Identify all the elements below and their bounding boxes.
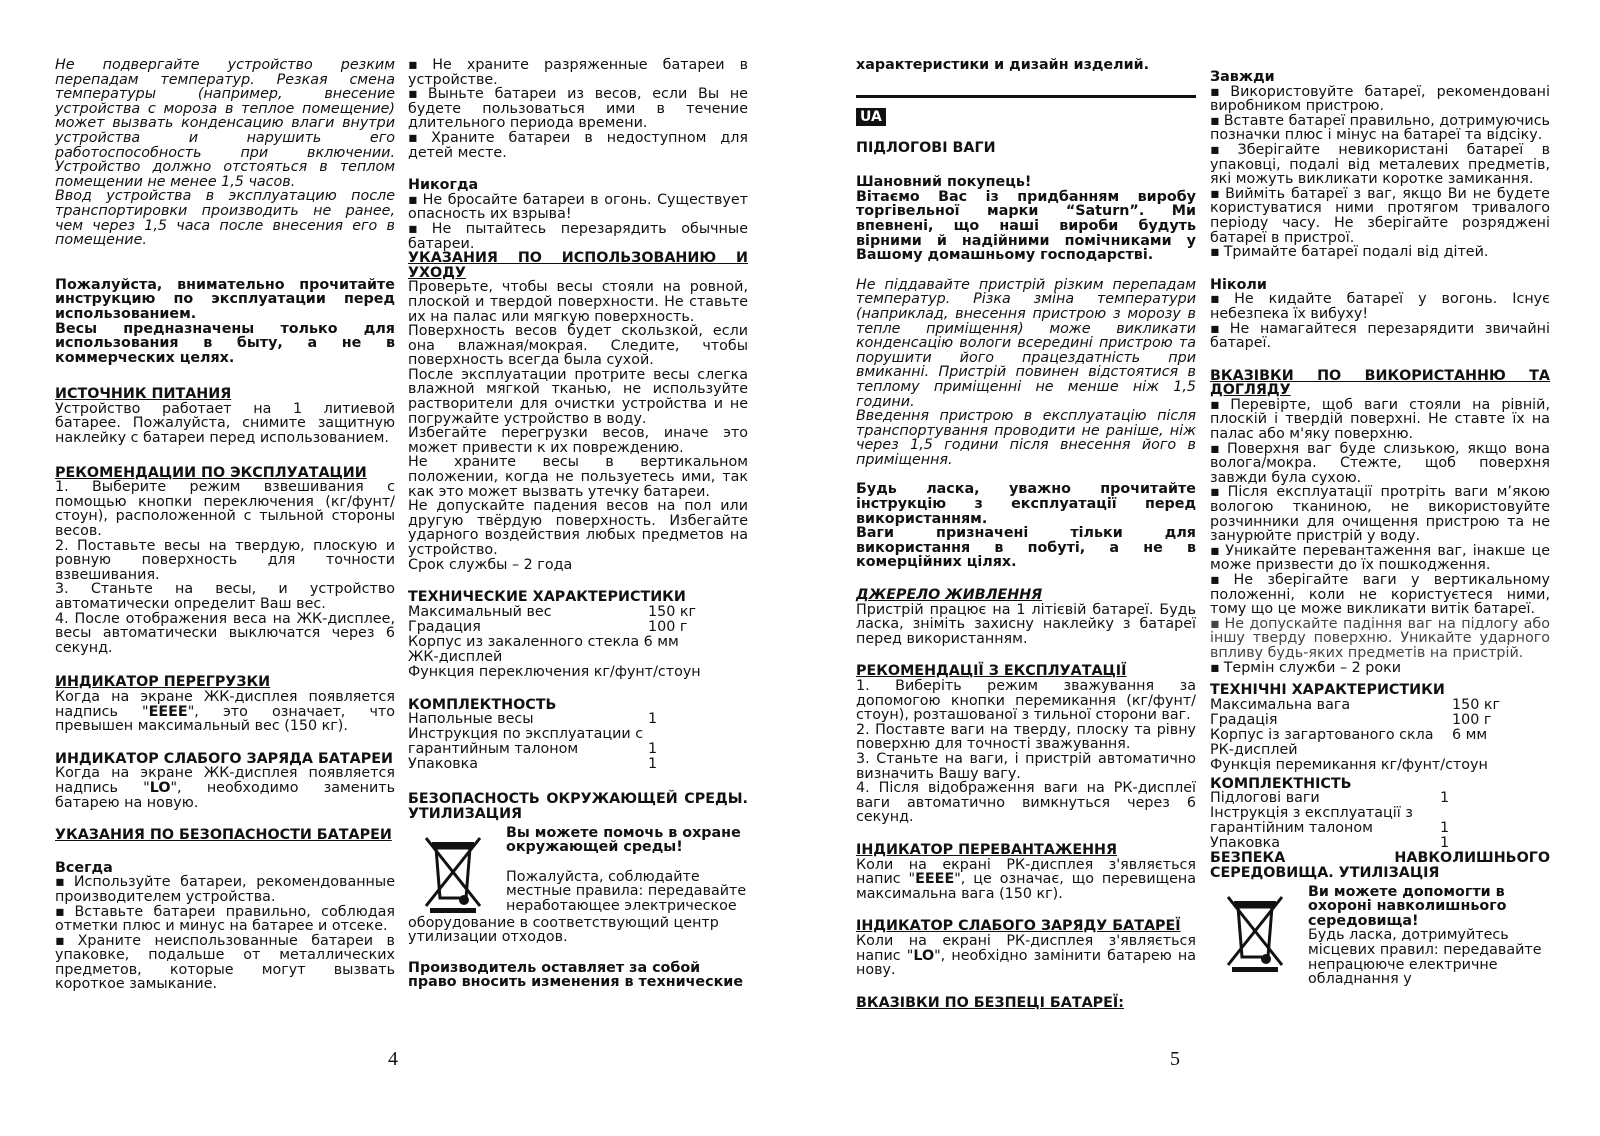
- care-4: Избегайте перегрузки весов, иначе это может привести к их повреждению.: [408, 425, 748, 456]
- rec-step-3: 3. Станьте на весы, и устройство автоматически определит Ваш вес.: [55, 581, 395, 612]
- spec-title: ТЕХНИЧЕСКИЕ ХАРАКТЕРИСТИКИ: [408, 589, 686, 606]
- kit-title: КОМПЛЕКТНІСТЬ: [1210, 775, 1352, 792]
- crossed-out-wheelie-bin-icon: [1210, 885, 1300, 975]
- overload-title: ИНДИКАТОР ПЕРЕГРУЗКИ: [55, 674, 271, 691]
- kit-table: [408, 712, 657, 772]
- care-4: ▪ Уникайте перевантаження ваг, інакше це може призвести до їх пошкодження.: [1210, 544, 1550, 573]
- eco-bold: Ви можете допомогти в охороні навколишнього середовища!: [1308, 883, 1507, 929]
- always-item-1: ▪ Використовуйте батареї, рекомендовані виробником пристрою.: [1210, 85, 1550, 114]
- maker-notice: Производитель оставляет за собой право вносить изменения в технические: [408, 959, 744, 991]
- rec-step-4: 4. Після відображення ваги на РК-дисплеї ваги автоматично вимкнуться через 6 секунд.: [856, 780, 1196, 826]
- always-title: Всегда: [55, 859, 113, 876]
- eco-text-2: оборудование в соответствующий центр утилизации отходов.: [408, 914, 719, 946]
- power-title: ДЖЕРЕЛО ЖИВЛЕННЯ: [856, 587, 1043, 604]
- care-6: Не допускайте падения весов на пол или другую твёрдую поверхность. Избегайте ударного воздействия любых предметов на устройство.: [408, 498, 748, 558]
- kit-row: Підлогові ваги 1: [1210, 790, 1450, 807]
- eco-block: [1210, 885, 1550, 987]
- page-number-left: 4: [388, 1048, 398, 1070]
- care-title: ВКАЗІВКИ ПО ВИКОРИСТАННЮ ТА ДОГЛЯДУ: [1210, 367, 1550, 399]
- column-2-ru: [408, 58, 748, 990]
- always-item-2: ▪ Вставте батареї правильно, дотримуючись позначки плюс і мінус на батареї та відсіку.: [1210, 114, 1550, 143]
- service-life: ▪ Термін служби – 2 роки: [1210, 661, 1550, 676]
- care-1: ▪ Перевірте, щоб ваги стояли на рівній, плоскій і твердій поверхні. Не ставте їх на палас або м'яку поверхню.: [1210, 398, 1550, 442]
- care-1: Проверьте, чтобы весы стояли на ровной, плоской и твердой поверхности. Не ставьте их на палас или мягкую поверхность.: [408, 279, 748, 325]
- spec-row: Максимальный вес 150 кг: [408, 603, 696, 620]
- rec-step-1: 1. Выберите режим взвешивания с помощью кнопки переключения (кг/фунт/стоун), расположенной с тыльной стороны весов.: [55, 479, 395, 540]
- lowbat-title: ІНДИКАТОР СЛАБОГО ЗАРЯДУ БАТАРЕЇ: [856, 918, 1181, 935]
- eco-block: [408, 826, 748, 916]
- never-item-2: ▪ Не пытайтесь перезарядить обычные батареи.: [408, 222, 748, 251]
- spec-row: Градація 100 г: [1210, 711, 1492, 728]
- battery-tip-2: ▪ Выньте батареи из весов, если Вы не будете пользоваться ими в течение длительного периода времени.: [408, 87, 748, 131]
- power-text: Устройство работает на 1 литиевой батарее. Пожалуйста, снимите защитную наклейку с батареи перед использованием.: [55, 400, 395, 447]
- care-3: После эксплуатации протрите весы слегка влажной мягкой тканью, не используйте растворители для очистки устройства и не погружайте устройство в воду.: [408, 366, 748, 427]
- household-notice: Весы предназначены только для использования в быту, а не в коммерческих целях.: [55, 320, 395, 366]
- language-badge: UA: [856, 108, 886, 126]
- always-item-3: ▪ Зберігайте невикористані батареї в упаковці, подалі від металевих предметів, які можуть викликати коротке замикання.: [1210, 143, 1550, 187]
- always-item-3: ▪ Храните неиспользованные батареи в упаковке, подальше от металлических предметов, которые могут вызвать короткое замыкание.: [55, 934, 395, 992]
- lowbat-code: LO: [149, 779, 171, 796]
- always-item-1: ▪ Используйте батареи, рекомендованные производителем устройства.: [55, 875, 395, 904]
- always-item-5: ▪ Тримайте батареї подалі від дітей.: [1210, 245, 1550, 260]
- spec-row: Максимальна вага 150 кг: [1210, 696, 1500, 713]
- read-notice: Будь ласка, уважно прочитайте інструкцію з експлуатації перед використанням.: [856, 481, 1196, 527]
- lowbat-title: ИНДИКАТОР СЛАБОГО ЗАРЯДА БАТАРЕИ: [55, 750, 393, 767]
- kit-row: Інструкція з експлуатації з гарантійним талоном 1: [1210, 805, 1450, 837]
- spec-table: [408, 605, 701, 680]
- spec-row: ЖК-дисплей: [408, 648, 503, 665]
- rec-step-3: 3. Станьте на ваги, і пристрій автоматично визначить Вашу вагу.: [856, 750, 1196, 782]
- eco-bold: Вы можете помочь в охране окружающей среды!: [506, 824, 741, 856]
- battery-tip-3: ▪ Храните батареи в недоступном для детей месте.: [408, 131, 748, 160]
- care-5: ▪ Не зберігайте ваги у вертикальному положенні, коли не користуєтеся ними, тому що це може викликати витік батареї.: [1210, 573, 1550, 617]
- greeting: Шановний покупець!: [856, 174, 1032, 191]
- kit-row: Упаковка 1: [408, 756, 658, 773]
- thanks-text: Вітаємо Вас із придбанням виробу торгівельної марки “Saturn”. Ми впевнені, що наші вироби будуть вірними й надійними помічниками у Вашому домашньому господарстві.: [856, 188, 1196, 264]
- power-text: Пристрій працює на 1 літієвій батареї. Будь ласка, зніміть захисну наклейку з батареї перед використанням.: [856, 601, 1196, 647]
- never-item-2: ▪ Не намагайтеся перезарядити звичайні батареї.: [1210, 322, 1550, 351]
- product-title: ПІДЛОГОВІ ВАГИ: [856, 139, 996, 156]
- lowbat-code: LO: [913, 947, 935, 964]
- care-2: Поверхность весов будет скользкой, если она влажная/мокрая. Следите, чтобы поверхность всегда была сухой.: [408, 323, 748, 369]
- rec-title: РЕКОМЕНДАЦИИ ПО ЭКСПЛУАТАЦИИ: [55, 464, 367, 481]
- care-2: ▪ Поверхня ваг буде слизькою, якщо вона волога/мокра. Стежте, щоб поверхня завжди була сухою.: [1210, 442, 1550, 486]
- rec-step-4: 4. После отображения веса на ЖК-дисплее, весы автоматически выключатся через 6 секунд.: [55, 610, 395, 656]
- maker-notice-cont: характеристики и дизайн изделий.: [856, 57, 1150, 73]
- overload-code: EEEE: [148, 703, 188, 720]
- rec-step-1: 1. Виберіть режим зважування за допомогою кнопки перемикання (кг/фунт/стоун), розташованої з тильної сторони ваг.: [856, 678, 1196, 724]
- spec-row: Корпус із загартованого скла 6 мм: [1210, 726, 1488, 743]
- service-life: Срок службы – 2 года: [408, 556, 573, 573]
- never-title: Ніколи: [1210, 276, 1267, 293]
- intro-warning: Не подвергайте устройство резким перепадам температур. Резкая смена температуры (например, внесение устройства с мороза в теплое помещение) может вызвать конденсацию влаги внутри устройства и нарушить его работоспособность при включении. Устройство должно отстояться в теплом помещении не менее 1,5 часов.: [55, 57, 395, 190]
- safety-title: ВКАЗІВКИ ПО БЕЗПЕЦІ БАТАРЕЇ:: [856, 994, 1124, 1011]
- never-title: Никогда: [408, 177, 479, 194]
- never-item-1: ▪ Не кидайте батареї у вогонь. Існує небезпека їх вибуху!: [1210, 292, 1550, 321]
- spec-row: Корпус из закаленного стекла 6 мм: [408, 633, 679, 650]
- spec-row: Функция переключения кг/фунт/стоун: [408, 663, 701, 680]
- power-title: ИСТОЧНИК ПИТАНИЯ: [55, 386, 232, 403]
- always-title: Завжди: [1210, 69, 1275, 85]
- kit-row: Инструкция по эксплуатации с гарантийным талоном 1: [408, 726, 658, 758]
- spec-row: РК-дисплей: [1210, 741, 1298, 758]
- overload-text: Коли на екрані РК-дисплея з'являється напис "EEEE", це означає, що перевищена максимальна вага (150 кг).: [856, 856, 1197, 902]
- spec-row: Градация 100 г: [408, 618, 688, 635]
- rec-step-2: 2. Поставьте весы на твердую, плоскую и ровную поверхность для точности взвешивания.: [55, 537, 395, 583]
- household-notice: Ваги призначені тільки для використання в побуті, а не в комерційних цілях.: [856, 525, 1196, 571]
- eco-title: БЕЗОПАСНОСТЬ ОКРУЖАЮЩЕЙ СРЕДЫ. УТИЛИЗАЦИЯ: [408, 791, 748, 822]
- rec-title: РЕКОМЕНДАЦІЇ З ЕКСПЛУАТАЦІЇ: [856, 663, 1127, 680]
- lowbat-text: Коли на екрані РК-дисплея з'являється напис "LO", необхідно замінити батарею на нову.: [856, 932, 1197, 979]
- read-notice: Пожалуйста, внимательно прочитайте инструкцию по эксплуатации перед использованием.: [55, 276, 395, 322]
- section-divider: [856, 95, 1196, 98]
- intro-warning: Не піддавайте пристрій різким перепадам температур. Різка зміна температури (наприклад, внесення пристрою з морозу в тепле приміщення) може викликати конденсацію вологи всередині пристрою та порушити його працездатність при вмиканні. Пристрій повинен відстоятися в теплому приміщенні не менше ніж 1,5 години.: [856, 276, 1196, 410]
- always-item-4: ▪ Вийміть батареї з ваг, якщо Ви не будете користуватися ними протягом тривалого періоду часу. Не зберігайте розряджені батареї в пристрої.: [1210, 187, 1550, 245]
- care-3: ▪ Після експлуатації протріть ваги м’якою вологою тканиною, не використовуйте розчинники для очищення пристрою та не занурюйте пристрій у воду.: [1210, 485, 1550, 543]
- spec-table: [1210, 698, 1500, 773]
- eco-text: Пожалуйста, соблюдайте местные правила: передавайте неработающее электрическое: [506, 868, 747, 914]
- overload-text: Когда на экране ЖК-дисплея появляется надпись "EEEE", это означает, что превышен максимальный вес (150 кг).: [55, 688, 395, 735]
- battery-tip-1: ▪ Не храните разряженные батареи в устройстве.: [408, 58, 748, 87]
- care-title: УКАЗАНИЯ ПО ИСПОЛЬЗОВАНИЮ И УХОДУ: [408, 250, 748, 281]
- crossed-out-wheelie-bin-icon: [408, 826, 498, 916]
- column-1-ru: [55, 58, 395, 992]
- intro-warning-2: Ввод устройства в эксплуатацию после транспортировки производить не ранее, чем через 1,5 часа после внесения его в помещение.: [55, 188, 395, 249]
- overload-code: EEEE: [915, 871, 955, 888]
- eco-text: Будь ласка, дотримуйтесь місцевих правил: передавайте непрацююче електричне обладнання у: [1308, 927, 1542, 988]
- page-number-right: 5: [1170, 1048, 1180, 1070]
- safety-title: УКАЗАНИЯ ПО БЕЗОПАСНОСТИ БАТАРЕИ: [55, 827, 392, 844]
- care-6: ▪ Не допускайте падіння ваг на підлогу або іншу тверду поверхню. Уникайте ударного впливу будь-яких предметів на пристрій.: [1210, 617, 1550, 661]
- intro-warning-2: Введення пристрою в експлуатацію після транспортування проводити не раніше, ніж через 1,5 години після внесення його в приміщення.: [856, 408, 1196, 468]
- never-item-1: ▪ Не бросайте батареи в огонь. Существует опасность их взрыва!: [408, 193, 748, 222]
- spec-title: ТЕХНІЧНІ ХАРАКТЕРИСТИКИ: [1210, 682, 1445, 699]
- eco-title: БЕЗПЕКА НАВКОЛИШНЬОГО СЕРЕДОВИЩА. УТИЛІЗАЦІЯ: [1210, 850, 1550, 881]
- overload-title: ІНДИКАТОР ПЕРЕВАНТАЖЕННЯ: [856, 841, 1118, 858]
- care-5: Не храните весы в вертикальном положении, когда не пользуетесь ими, так как это может вызвать утечку батареи.: [408, 454, 748, 500]
- lowbat-text: Когда на экране ЖК-дисплея появляется надпись "LO", необходимо заменить батарею на новую.: [55, 765, 395, 811]
- always-item-2: ▪ Вставьте батареи правильно, соблюдая отметки плюс и минус на батарее и отсеке.: [55, 905, 395, 934]
- kit-table: [1210, 791, 1449, 851]
- kit-row: Напольные весы 1: [408, 711, 658, 728]
- kit-row: Упаковка 1: [1210, 835, 1450, 852]
- kit-title: КОМПЛЕКТНОСТЬ: [408, 696, 557, 713]
- spec-row: Функція перемикання кг/фунт/стоун: [1210, 756, 1488, 773]
- rec-step-2: 2. Поставте ваги на тверду, плоску та рівну поверхню для точності зважування.: [856, 721, 1196, 753]
- column-3-ua: [856, 58, 1196, 1010]
- column-4-ua: [1210, 70, 1550, 987]
